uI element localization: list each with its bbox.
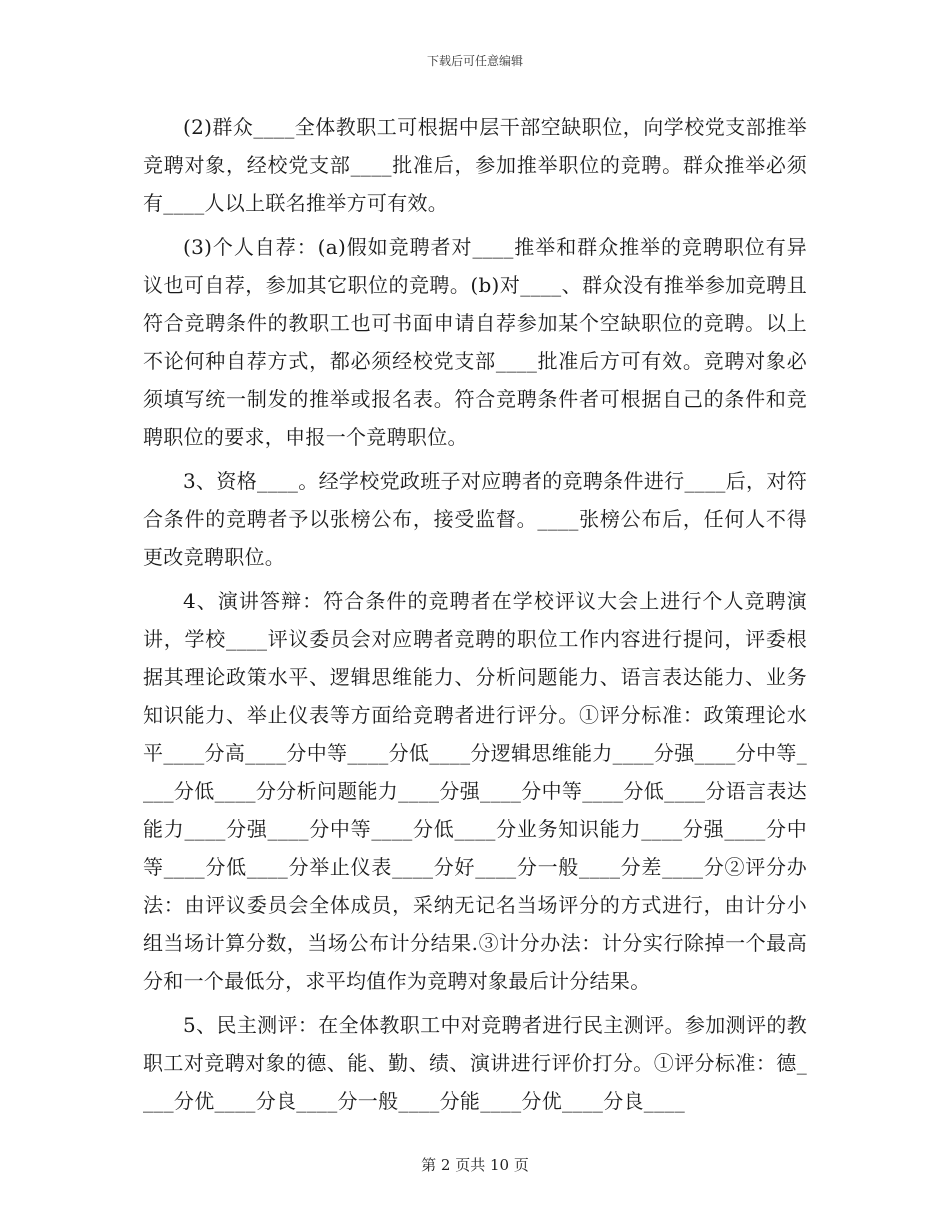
page-header: 下载后可任意编辑 <box>426 54 523 68</box>
paragraph-democratic-evaluation: 5、民主测评：在全体教职工中对竞聘者进行民主测评。参加测评的教职工对竞聘对象的德、能、勤、绩、演讲进行评价打分。①评分标准：德____分优____分良____分一般____分能____分优____分良____ <box>143 1013 807 1113</box>
paragraph-mass-recommendation: (2)群众____全体教职工可根据中层干部空缺职位，向学校党支部推举竞聘对象，经校党支部____批准后，参加推举职位的竞聘。群众推举必须有____人以上联名推举方可有效。 <box>143 115 807 215</box>
paragraph-qualification: 3、资格____。经学校党政班子对应聘者的竞聘条件进行____后，对符合条件的竞聘者予以张榜公布，接受监督。____张榜公布后，任何人不得更改竞聘职位。 <box>143 469 807 569</box>
page-number: 第 2 页共 10 页 <box>421 1156 529 1174</box>
paragraph-self-recommendation: (3)个人自荐：(a)假如竞聘者对____推举和群众推举的竞聘职位有异议也可自荐，参加其它职位的竞聘。(b)对____、群众没有推举参加竞聘且符合竞聘条件的教职工也可书面申请自荐参加某个空缺职位的竞聘。以上不论何种自荐方式，都必须经校党支部____批准后方可有效。竞聘对象必须填写统一制发的推举或报名表。符合竞聘条件者可根据自己的条件和竞聘职位的要求，申报一个竞聘职位。 <box>143 235 807 449</box>
document-body <box>143 108 807 1126</box>
paragraph-speech-defense: 4、演讲答辩：符合条件的竞聘者在学校评议大会上进行个人竞聘演讲，学校____评议委员会对应聘者竞聘的职位工作内容进行提问，评委根据其理论政策水平、逻辑思维能力、分析问题能力、语言表达能力、业务知识能力、举止仪表等方面给竞聘者进行评分。①评分标准：政策理论水平____分高____分中等____分低____分逻辑思维能力____分强____分中等____分低____分分析问题能力____分强____分中等____分低____分语言表达能力____分强____分中等____分低____分业务知识能力____分强____分中等____分低____分举止仪表____分好____分一般____分差____分②评分办法：由评议委员会全体成员，采纳无记名当场评分的方式进行，由计分小组当场计算分数，当场公布计分结果.③计分办法：计分实行除掉一个最高分和一个最低分，求平均值作为竞聘对象最后计分结果。 <box>143 589 807 993</box>
